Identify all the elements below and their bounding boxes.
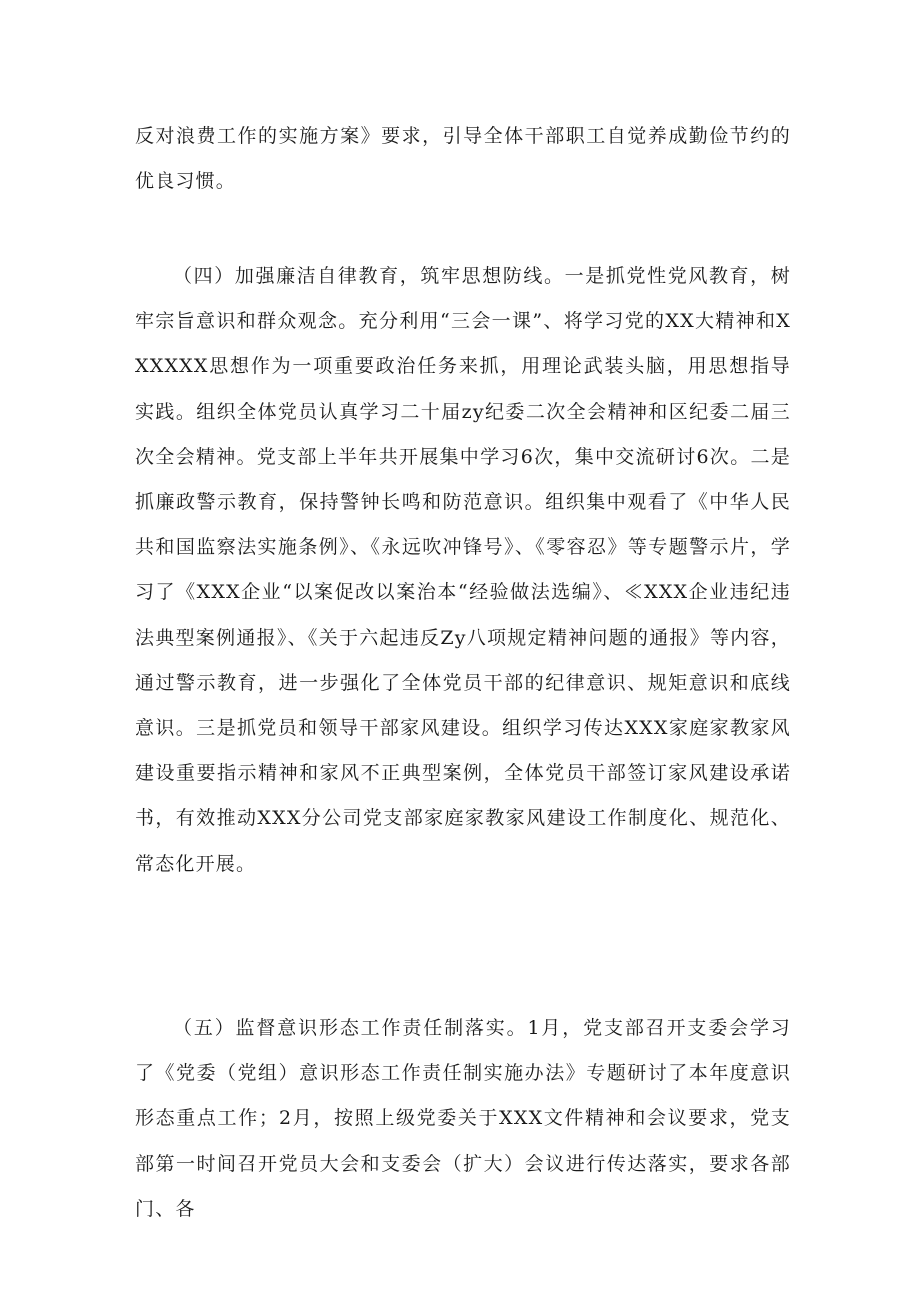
paragraph-section-five: （五）监督意识形态工作责任制落实。1月，党支部召开支委会学习了《党委（党组）意识形态工作责任制实施办法》专题研讨了本年度意识形态重点工作；2月，按照上级党委关于XXX文件精神和会议要求，党支部第一时间召开党员大会和支委会（扩大）会议进行传达落实，要求各部门、各	[135, 1017, 791, 1220]
paragraph-continuation: 反对浪费工作的实施方案》要求，引导全体干部职工自觉养成勤俭节约的优良习惯。	[135, 125, 791, 193]
paragraph-section-four: （四）加强廉洁自律教育，筑牢思想防线。一是抓党性党风教育，树牢宗旨意识和群众观念。充分利用“三会一课”、将学习党的XX大精神和XXXXXX思想作为一项重要政治任务来抓，用理论武装头脑，用思想指导实践。组织全体党员认真学习二十届zy纪委二次全会精神和区纪委二届三次全会精神。党支部上半年共开展集中学习6次，集中交流研讨6次。二是抓廉政警示教育，保持警钟长鸣和防范意识。组织集中观看了《中华人民共和国监察法实施条例》、《永远吹冲锋号》、《零容忍》等专题警示片，学习了《XXX企业“以案促改以案治本“经验做法选编》、≪XXX企业违纪违法典型案例通报》、《关于六起违反Zy八项规定精神问题的通报》等内容，通过警示教育，进一步强化了全体党员干部的纪律意识、规矩意识和底线意识。三是抓党员和领导干部家风建设。组织学习传达XXX家庭家教家风建设重要指示精神和家风不正典型案例，全体党员干部签订家风建设承诺书，有效推动XXX分公司党支部家庭家教家风建设工作制度化、规范化、常态化开展。	[135, 265, 791, 875]
